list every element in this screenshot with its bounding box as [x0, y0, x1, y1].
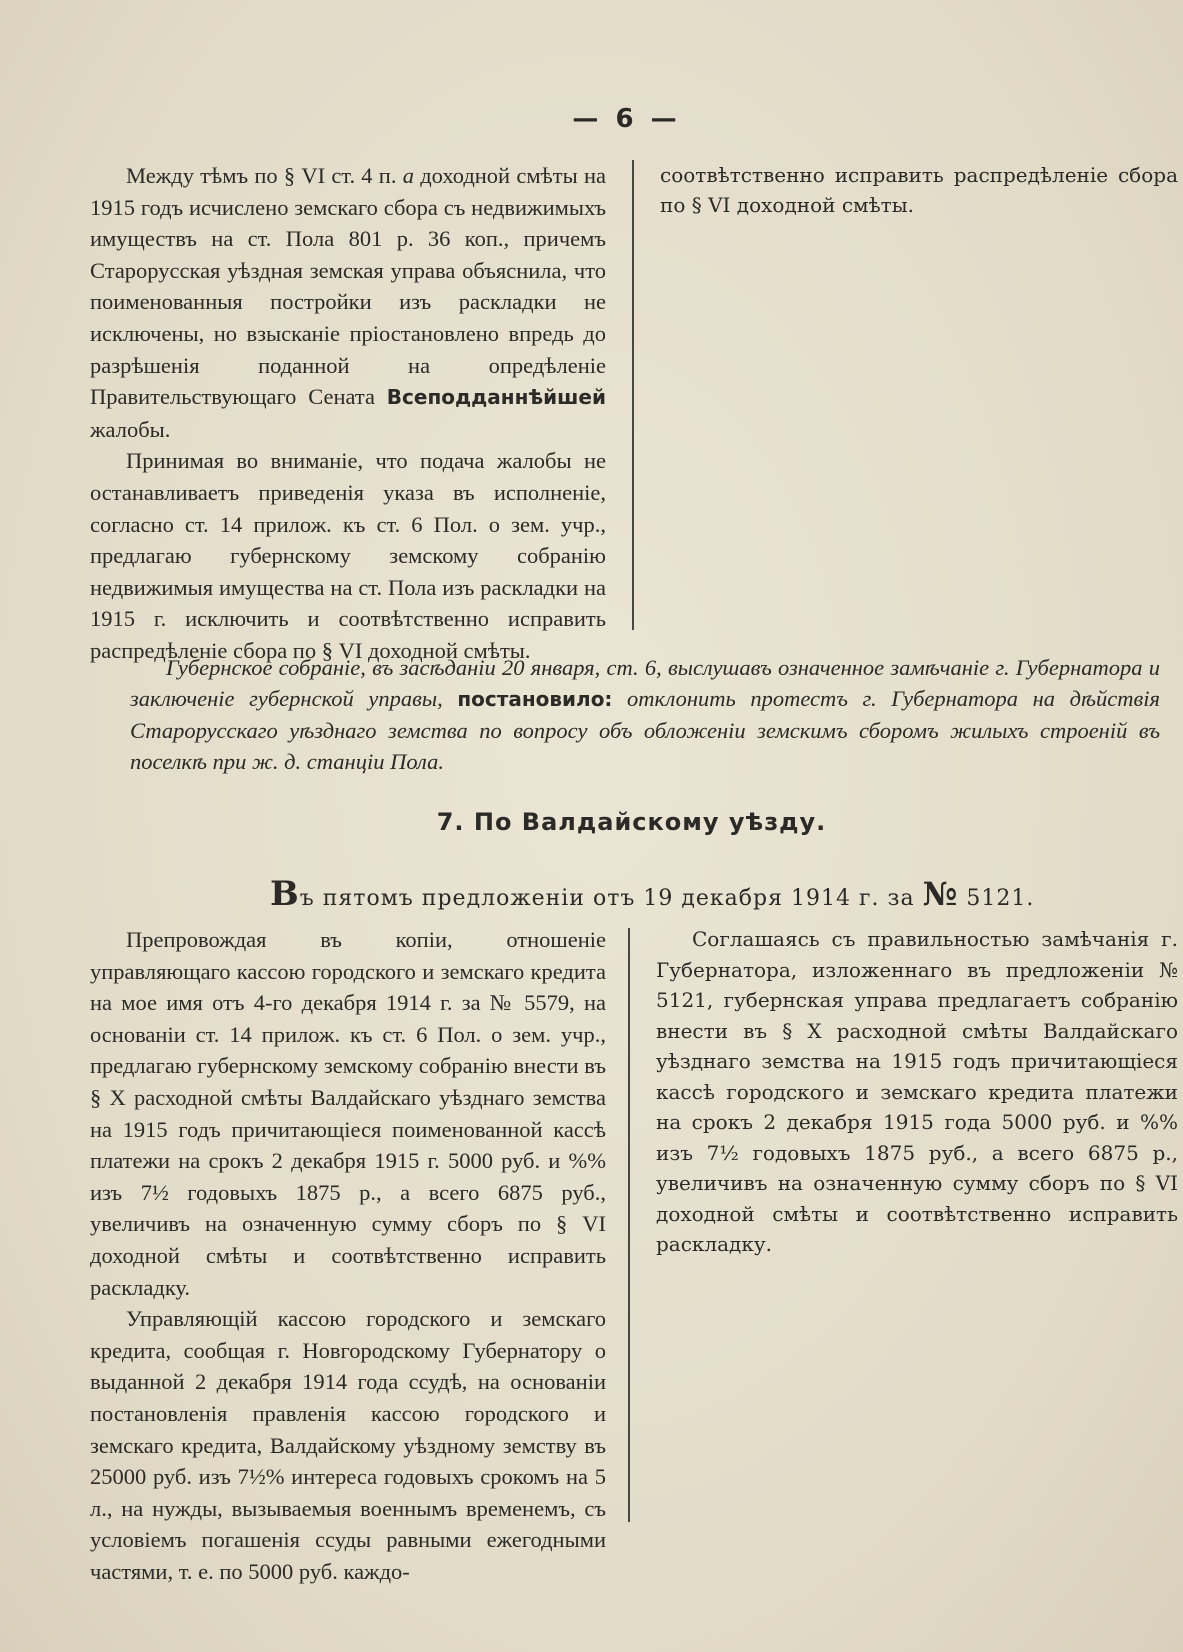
- emphasized-word: Всеподданнѣйшей: [386, 385, 606, 410]
- paragraph: Препровождая въ копіи, отношеніе управляющаго кассою городского и земскаго кредита на мое имя отъ 4-го декабря 1914 г. за № 5579, на основаніи ст. 14 прилож. къ ст. 6 Пол. о зем. учр., предлагаю губернскому земскому собранію внести въ § X расходной смѣты Валдайскаго уѣзднаго земства на 1915 годъ причитающіеся поименованной кассѣ платежи на срокъ 2 декабря 1915 г. 5000 руб. и %% изъ 7½ годовыхъ 1875 р., а всего 6875 руб., увеличивъ на означенную сумму сборъ по § VI доходной смѣты и соотвѣтственно исправить раскладку.: [90, 927, 606, 1300]
- right-column-lower: [656, 924, 1178, 1260]
- assembly-resolution: Губернское собраніе, въ засѣданіи 20 января, ст. 6, выслушавъ означенное замѣчаніе г. Губернатора и заключеніе губернской управы, постановило: отклонить протестъ г. Губернатора на дѣйствія Старорусскаго уѣзднаго земства по вопросу объ обложеніи земскимъ сборомъ жилыхъ строеній въ поселкѣ при ж. д. станціи Пола.: [130, 655, 1160, 774]
- section-heading: 7. По Валдайскому уѣзду.: [436, 808, 827, 836]
- paragraph: Принимая во вниманіе, что подача жалобы не останавливаетъ приведенія указа въ исполненіе, согласно ст. 14 прилож. къ ст. 6 Пол. о зем. учр., предлагаю губернскому земскому собранію недвижимыя имущества на ст. Пола изъ раскладки на 1915 г. исключить и соотвѣтственно исправить распредѣленіе сбора по § VI доходной смѣты.: [90, 448, 606, 663]
- paragraph: Между тѣмъ по § VI ст. 4 п. а доходной смѣты на 1915 годъ исчислено земскаго сбора съ недвижимыхъ имуществъ на ст. Пола 801 р. 36 коп., причемъ Старорусская уѣздная земская управа объяснила, что поименованныя постройки изъ раскладки не исключены, но взысканіе пріостановлено впредь до разрѣшенія поданной на опредѣленіе Правительствующаго Сената Всеподданнѣйшей жалобы.: [90, 163, 606, 442]
- paragraph: Соглашаясь съ правильностью замѣчанія г. Губернатора, изложеннаго въ предложеніи № 5121, губернская управа предлагаетъ собранію внести въ § X расходной смѣты Валдайскаго уѣзднаго земства на 1915 годъ причитающіеся кассѣ городского и земскаго кредита платежи на срокъ 2 декабря 1915 года 5000 руб. и %% изъ 7½ годовыхъ 1875 руб., а всего 6875 р., увеличивъ на означенную сумму сборъ по § VI доходной смѣты и соотвѣтственно исправить раскладку.: [656, 927, 1178, 1256]
- page-number: — 6 —: [572, 104, 681, 134]
- drop-initial: В: [270, 874, 300, 914]
- paragraph: соотвѣтственно исправить распредѣленіе сбора по § VI доходной смѣты.: [660, 163, 1178, 217]
- right-column-upper: [660, 160, 1178, 220]
- paragraph: Управляющій кассою городского и земскаго кредита, сообщая г. Новгородскому Губернатору о выданной 2 декабря 1914 года ссудѣ, на основаніи постановленія правленія кассою городского и земскаго кредита, Валдайскому уѣздному земству въ 25000 руб. изъ 7½% интереса годовыхъ срокомъ на 5 л., на нужды, вызываемыя военнымъ временемъ, съ условіемъ погашенія ссуды равными ежегодными частями, т. е. по 5000 руб. каждо-: [90, 1306, 606, 1584]
- left-column-lower: [90, 924, 606, 1587]
- number-sign: №: [922, 875, 959, 913]
- column-divider: [632, 160, 634, 630]
- decided-label: постановило:: [457, 687, 613, 711]
- column-divider: [628, 928, 630, 1522]
- proposal-line: Въ пятомъ предложеніи отъ 19 декабря 1914 г. за № 5121.: [270, 874, 1035, 914]
- left-column-upper: [90, 160, 606, 667]
